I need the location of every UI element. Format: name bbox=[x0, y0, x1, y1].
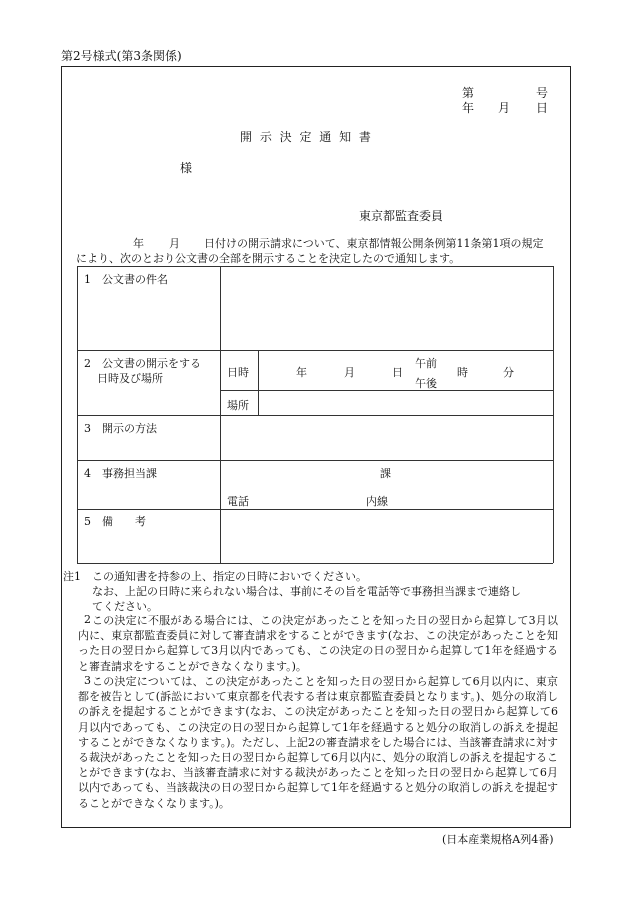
date-month: 月 bbox=[498, 101, 511, 115]
intro-text-line1: 日付けの開示請求について、東京都情報公開条例第11条第1項の規定 bbox=[204, 237, 544, 250]
note1-line1: この通知書を持参の上、指定の日時においでください。 bbox=[92, 570, 367, 583]
number-prefix: 第 bbox=[462, 86, 475, 100]
paper-size-note: (日本産業規格A列4番) bbox=[442, 833, 554, 846]
note3-paragraph: この決定については、この決定があったことを知った日の翌日から起算して6月以内に、東京都を被告として(訴訟において東京都を代表する者は東京都監査委員となります。)、処分の取消しの訴えを提起することができます(なお、この決定があったことを知った日の翌日から起算して6月以内であっても、この決定の日の翌日から起算して1年を経過すると処分の取消しの訴えを提起することができなくなります。)。ただし、上記2の審査請求をした場合には、当該審査請求に対する裁決があったことを知った日の翌日から起算して6月以内に、処分の取消しの訴えを提起することができます(なお、当該審査請求に対する裁決があったことを知った日の翌日から起算して6月以内であっても、当該裁決の日の翌日から起算して1年を経過すると処分の取消しの訴えを提起することができなくなります。)。 bbox=[78, 675, 558, 810]
date-year: 年 bbox=[462, 101, 475, 115]
datetime-minute: 分 bbox=[503, 366, 514, 379]
note1-line3: てください。 bbox=[92, 600, 158, 613]
note1-number: 注1 bbox=[63, 570, 81, 583]
row3-label: 3 開示の方法 bbox=[84, 422, 157, 435]
intro-text-line2: により、次のとおり公文書の全部を開示することを決定したので通知します。 bbox=[76, 252, 461, 265]
note3-text bbox=[78, 674, 558, 811]
extension-label: 内線 bbox=[366, 495, 388, 508]
table-line bbox=[77, 563, 553, 564]
row2-label-line1: 2 公文書の開示をする bbox=[84, 357, 201, 370]
recipient-suffix: 様 bbox=[180, 161, 193, 175]
date-day: 日 bbox=[536, 101, 549, 115]
row5-label: 5 備 考 bbox=[84, 515, 146, 528]
datetime-label: 日時 bbox=[227, 366, 249, 379]
table-line bbox=[77, 460, 553, 461]
note2-text bbox=[78, 613, 558, 674]
note3-number: 3 bbox=[84, 674, 91, 687]
table-line bbox=[77, 350, 553, 351]
row4-label: 4 事務担当課 bbox=[84, 467, 157, 480]
table-line bbox=[220, 390, 553, 391]
table-line bbox=[77, 266, 553, 267]
section-suffix: 課 bbox=[380, 467, 391, 480]
intro-year: 年 bbox=[133, 237, 144, 250]
datetime-month: 月 bbox=[344, 366, 355, 379]
intro-month: 月 bbox=[169, 237, 180, 250]
issuer: 東京都監査委員 bbox=[359, 209, 444, 223]
datetime-hour: 時 bbox=[457, 366, 468, 379]
place-label: 場所 bbox=[227, 399, 249, 412]
table-line bbox=[553, 266, 554, 563]
row2-label-line2: 日時及び場所 bbox=[97, 372, 163, 385]
row1-label: 1 公文書の件名 bbox=[84, 273, 168, 286]
phone-label: 電話 bbox=[227, 495, 249, 508]
datetime-am: 午前 bbox=[415, 357, 437, 370]
note1-line2: なお、上記の日時に来られない場合は、事前にその旨を電話等で事務担当課まで連絡し bbox=[92, 585, 521, 598]
datetime-year: 年 bbox=[296, 366, 307, 379]
datetime-day: 日 bbox=[392, 366, 403, 379]
form-label: 第2号様式(第3条関係) bbox=[61, 49, 182, 63]
note2-paragraph: この決定に不服がある場合には、この決定があったことを知った日の翌日から起算して3月以内に、東京都監査委員に対して審査請求をすることができます(なお、この決定があったことを知った日の翌日から起算して3月以内であっても、この決定の日の翌日から起算して1年を経過すると審査請求をすることができなくなります。)。 bbox=[78, 614, 558, 673]
note2-number: 2 bbox=[84, 613, 91, 626]
document-title: 開 示 決 定 通 知 書 bbox=[240, 130, 373, 144]
table-line bbox=[258, 350, 259, 415]
number-suffix: 号 bbox=[536, 86, 549, 100]
table-line bbox=[77, 509, 553, 510]
table-line bbox=[77, 415, 553, 416]
datetime-pm: 午後 bbox=[415, 377, 437, 390]
